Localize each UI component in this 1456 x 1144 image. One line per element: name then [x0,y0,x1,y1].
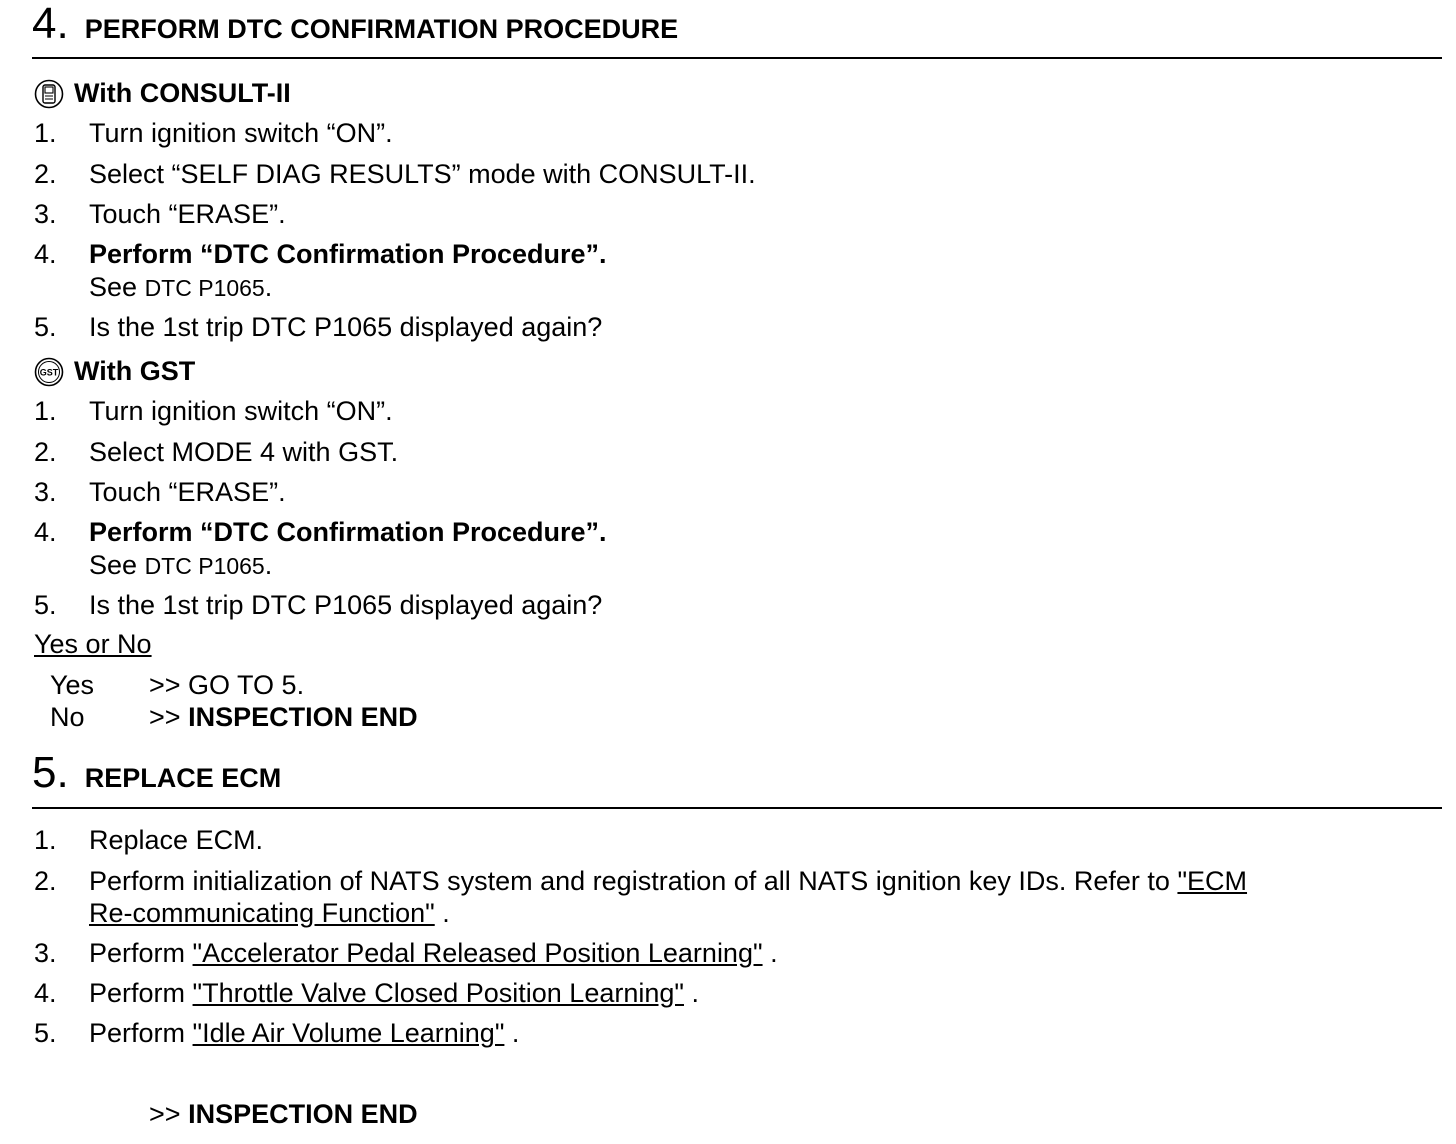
step-4-number: 4. [32,0,69,48]
step-5-divider [32,807,1442,809]
list-text-main: Perform [89,978,186,1008]
throttle-valve-learning-link[interactable]: "Throttle Valve Closed Position Learning" [192,978,684,1008]
list-number: 5. [34,590,57,620]
consult-tool-icon [34,79,64,109]
ecm-step-2-continuation [89,897,450,929]
gst-heading-text: With GST [74,356,196,386]
list-number: 3. [34,477,57,507]
consult-heading-text: With CONSULT-II [74,78,291,108]
list-number: 3. [34,938,57,968]
yes-option: Yes [50,670,95,700]
list-text: Perform “DTC Confirmation Procedure”. [89,517,607,547]
step-4-heading [32,2,678,46]
dtc-reference-link[interactable]: DTC P1065 [144,553,265,579]
yes-or-no-label: Yes or No [34,629,152,659]
list-text-main: Perform [89,1018,186,1048]
list-number: 4. [34,239,57,269]
list-text: Is the 1st trip DTC P1065 displayed again? [89,590,603,620]
list-number: 4. [34,517,57,547]
no-option: No [50,702,85,732]
link-suffix: . [762,938,778,968]
list-text: Turn ignition switch “ON”. [89,118,393,148]
accelerator-pedal-learning-link[interactable]: "Accelerator Pedal Released Position Learning" [192,938,763,968]
no-action-text: INSPECTION END [188,702,418,732]
list-text: Replace ECM. [89,825,264,855]
list-number: 2. [34,159,57,189]
inspection-end [149,1099,418,1130]
list-number: 3. [34,199,57,229]
list-number: 5. [34,312,57,342]
list-text: Touch “ERASE”. [89,199,286,229]
list-number: 1. [34,396,57,426]
list-number: 2. [34,866,57,896]
link-suffix: . [683,978,699,1008]
gst-heading [34,356,195,387]
see-prefix: See [89,272,138,302]
list-text [89,865,1247,897]
ecm-recommunicating-link-cont[interactable]: Re-communicating Function" [89,898,435,928]
end-prefix: >> [149,1099,181,1129]
idle-air-volume-learning-link[interactable]: "Idle Air Volume Learning" [192,1018,505,1048]
list-text [89,1017,519,1049]
step-5-number: 5. [32,748,69,797]
list-number: 1. [34,825,57,855]
link-suffix: . [434,898,450,928]
step-5-title: REPLACE ECM [84,763,282,793]
svg-text:GST: GST [39,367,59,377]
list-text: Is the 1st trip DTC P1065 displayed again? [89,312,603,342]
end-text: INSPECTION END [188,1099,418,1129]
list-number: 5. [34,1018,57,1048]
see-prefix: See [89,550,138,580]
link-suffix: . [504,1018,520,1048]
list-text [89,937,778,969]
list-text: Touch “ERASE”. [89,477,286,507]
list-text [89,977,699,1009]
list-number: 1. [34,118,57,148]
yes-action[interactable]: >> GO TO 5. [149,670,305,700]
gst-tool-icon [34,357,64,387]
gst-see-reference [89,549,272,582]
ecm-recommunicating-link[interactable]: "ECM [1177,866,1248,896]
consult-see-reference [89,271,272,304]
list-text: Select “SELF DIAG RESULTS” mode with CONSULT-II. [89,159,756,189]
step-4-divider [32,57,1442,59]
list-text-main: Perform initialization of NATS system and registration of all NATS ignition key IDs. Refer to [89,866,1170,896]
list-text: Select MODE 4 with GST. [89,437,399,467]
step-4-title: PERFORM DTC CONFIRMATION PROCEDURE [84,14,679,44]
no-action [149,702,418,733]
list-number: 2. [34,437,57,467]
see-suffix: . [264,550,273,580]
list-number: 4. [34,978,57,1008]
dtc-reference-link[interactable]: DTC P1065 [144,275,265,301]
see-suffix: . [264,272,273,302]
list-text-main: Perform [89,938,186,968]
step-5-heading [32,748,282,797]
consult-heading [34,78,291,109]
list-text: Perform “DTC Confirmation Procedure”. [89,239,607,269]
no-action-prefix: >> [149,702,181,732]
list-text: Turn ignition switch “ON”. [89,396,393,426]
